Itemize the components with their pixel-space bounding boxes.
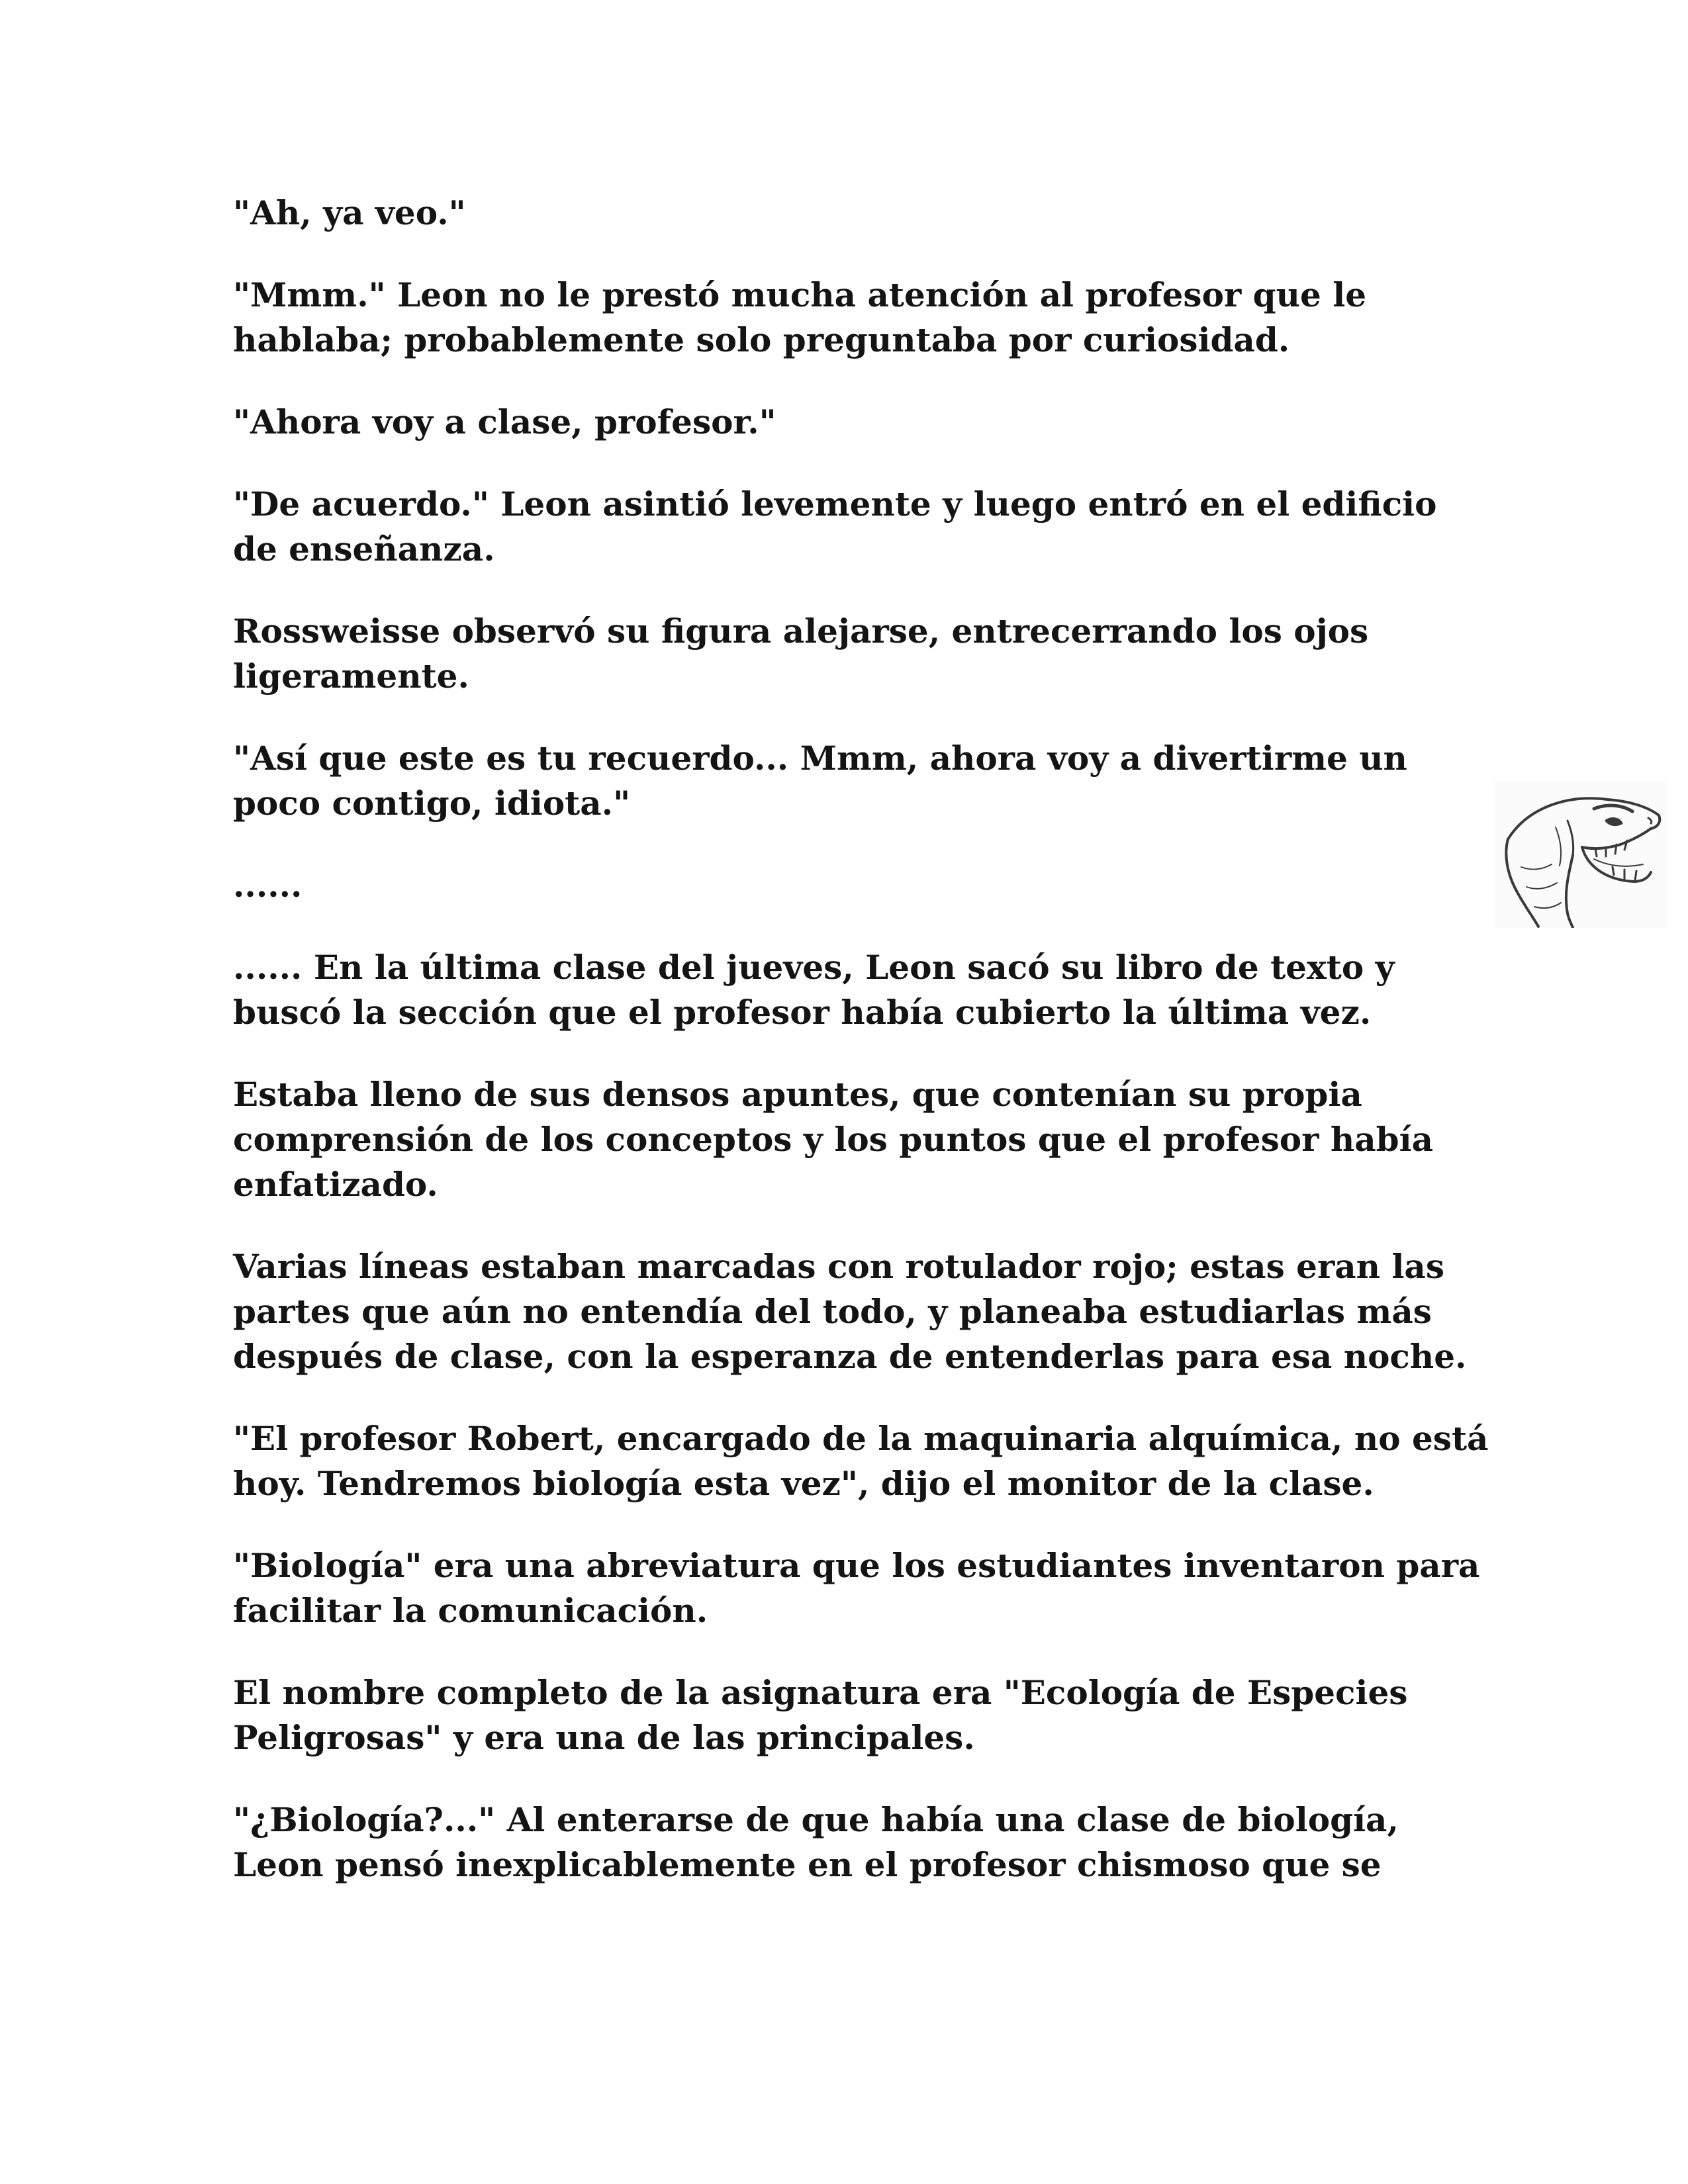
paragraph: "De acuerdo." Leon asintió levemente y luego entró en el edificio de enseñanza. (233, 484, 1437, 569)
paragraph: Rossweisse observó su figura alejarse, entrecerrando los ojos ligeramente. (233, 612, 1369, 696)
paragraph: Varias líneas estaban marcadas con rotulador rojo; estas eran las partes que aún no entendía del todo, y planeaba estudiarlas más después de clase, con la esperanza de entenderlas para esa noche. (233, 1247, 1467, 1376)
paragraph: "¿Biología?..." Al enterarse de que había una clase de biología, Leon pensó inexplicablemente en el profesor chismoso que se (233, 1800, 1399, 1884)
paragraph: ...... En la última clase del jueves, Leon sacó su libro de texto y buscó la sección que el profesor había cubierto la última vez. (233, 948, 1395, 1032)
paragraph: "Mmm." Leon no le prestó mucha atención al profesor que le hablaba; probablemente solo preguntaba por curiosidad. (233, 275, 1367, 359)
paragraph: "Ah, ya veo." (233, 193, 466, 232)
paragraph: "Así que este es tu recuerdo... Mmm, ahora voy a divertirme un poco contigo, idiota." (233, 739, 1407, 823)
paragraph: El nombre completo de la asignatura era "Ecología de Especies Peligrosas" y era una de las principales. (233, 1673, 1408, 1757)
paragraph: Estaba lleno de sus densos apuntes, que contenían su propia comprensión de los conceptos y los puntos que el profesor había enfatizado. (233, 1075, 1433, 1204)
paragraph: "El profesor Robert, encargado de la maquinaria alquímica, no está hoy. Tendremos biología esta vez", dijo el monitor de la clase. (233, 1419, 1489, 1503)
body-text (233, 191, 1491, 1925)
paragraph: "Ahora voy a clase, profesor." (233, 402, 776, 441)
paragraph: ...... (233, 866, 303, 905)
dinosaur-head-icon (1495, 781, 1667, 928)
paragraph: "Biología" era una abreviatura que los estudiantes inventaron para facilitar la comunicación. (233, 1546, 1480, 1630)
